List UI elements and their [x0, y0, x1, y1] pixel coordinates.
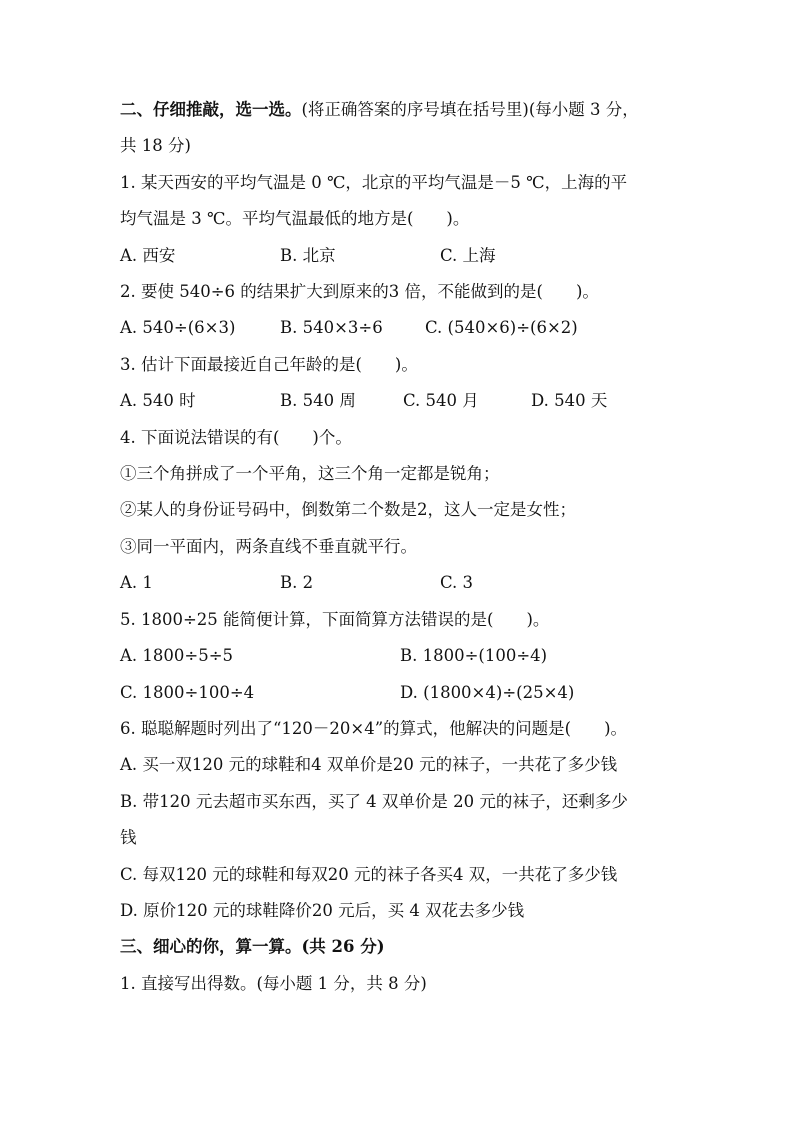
question-2-option-a: A. 540÷(6×3): [120, 318, 236, 338]
question-6-option-b-line-1: B. 带120 元去超市买东西，买了 4 双单价是 20 元的袜子，还剩多少: [120, 791, 628, 811]
question-6-option-b-line-2: 钱: [120, 828, 137, 848]
section-2-instructions: (将正确答案的序号填在括号里)(每小题 3 分，: [301, 100, 639, 119]
section-3-heading: 三、细心的你，算一算。(共 26 分): [120, 937, 385, 957]
section-3-subquestion-1: 1. 直接写出得数。(每小题 1 分，共 8 分): [120, 973, 427, 993]
section-2-title: 二、仔细推敲，选一选。: [120, 100, 302, 119]
question-1-option-c: C. 上海: [440, 245, 496, 265]
question-4-option-c: C. 3: [440, 573, 474, 593]
section-2-heading: [120, 92, 680, 128]
question-1-option-b: B. 北京: [280, 245, 336, 265]
question-5-option-b: B. 1800÷(100÷4): [400, 646, 548, 666]
question-5-options-row-1: [120, 638, 680, 674]
question-6-option-c: C. 每双120 元的球鞋和每双20 元的袜子各买4 双，一共花了多少钱: [120, 864, 618, 884]
question-2-option-c: C. (540×6)÷(6×2): [425, 318, 578, 338]
question-5-options-row-2: [120, 675, 680, 711]
question-5-option-a: A. 1800÷5÷5: [120, 646, 234, 666]
question-2-line-1: 2. 要使 540÷6 的结果扩大到原来的3 倍，不能做到的是( )。: [120, 282, 599, 302]
worksheet-page: [120, 92, 680, 1002]
question-4-option-a: A. 1: [120, 573, 153, 593]
question-1-line-1: 1. 某天西安的平均气温是 0 ℃，北京的平均气温是－5 ℃，上海的平: [120, 172, 628, 192]
question-3-option-a: A. 540 时: [120, 391, 196, 411]
question-2-option-b: B. 540×3÷6: [280, 318, 383, 338]
question-4-options: [120, 565, 680, 601]
question-5-option-c: C. 1800÷100÷4: [120, 682, 255, 702]
question-4-statement-2: ②某人的身份证号码中，倒数第二个数是2，这人一定是女性；: [120, 500, 576, 520]
section-2-score-note: 共 18 分): [120, 136, 191, 156]
question-4-line-1: 4. 下面说法错误的有( )个。: [120, 427, 352, 447]
question-1-line-2: 均气温是 3 ℃。平均气温最低的地方是( )。: [120, 209, 470, 229]
question-6-line-1: 6. 聪聪解题时列出了“120－20×4”的算式，他解决的问题是( )。: [120, 718, 628, 738]
question-4-statement-1: ①三个角拼成了一个平角，这三个角一定都是锐角；: [120, 464, 500, 484]
question-6-option-a: A. 买一双120 元的球鞋和4 双单价是20 元的袜子，一共花了多少钱: [120, 755, 618, 775]
question-3-option-c: C. 540 月: [403, 391, 479, 411]
question-5-line-1: 5. 1800÷25 能简便计算，下面简算方法错误的是( )。: [120, 609, 550, 629]
question-3-line-1: 3. 估计下面最接近自己年龄的是( )。: [120, 354, 418, 374]
question-1-options: [120, 238, 680, 274]
question-4-statement-3: ③同一平面内，两条直线不垂直就平行。: [120, 536, 417, 556]
question-2-options: [120, 310, 680, 346]
question-3-option-b: B. 540 周: [280, 391, 356, 411]
question-3-option-d: D. 540 天: [531, 391, 608, 411]
question-6-option-d: D. 原价120 元的球鞋降价20 元后，买 4 双花去多少钱: [120, 900, 525, 920]
question-1-option-a: A. 西安: [120, 245, 176, 265]
question-4-option-b: B. 2: [280, 573, 314, 593]
question-3-options: [120, 383, 680, 419]
question-5-option-d: D. (1800×4)÷(25×4): [400, 682, 575, 702]
